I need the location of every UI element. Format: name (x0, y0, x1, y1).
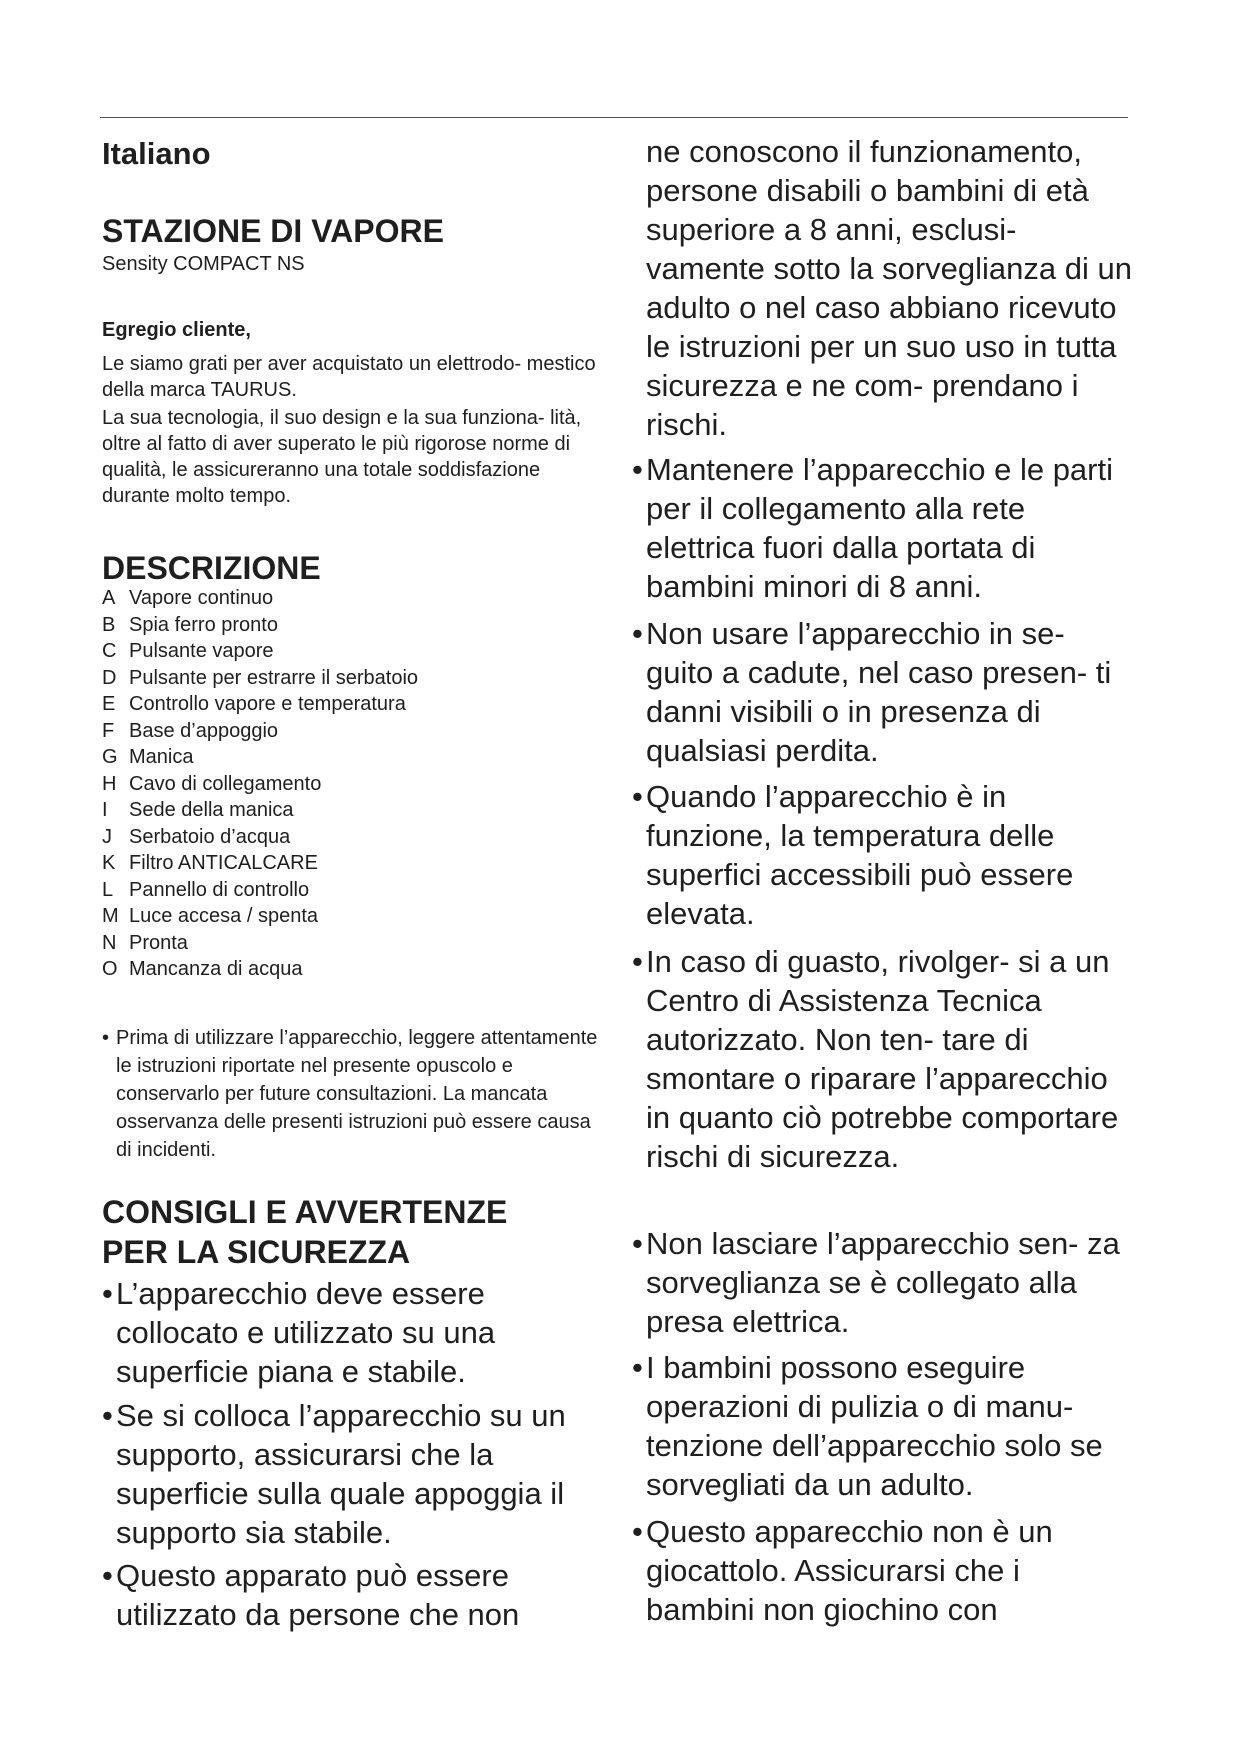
safety-continuation: ne conoscono il funzionamento, persone disabili o bambini di età superiore a 8 anni, esclusi- vamente sotto la sorveglianza di un adulto o nel caso abbiano ricevuto le istruzioni per un suo uso in tutta sicurezza e ne com- prendano i rischi. (646, 134, 1132, 442)
reading-note: • Prima di utilizzare l’apparecchio, leggere attentamente le istruzioni riportate nel presente opuscolo e conservarlo per future consultazioni. La mancata osservanza delle presenti istruzioni può essere causa di incidenti. (102, 1024, 602, 1164)
product-model: Sensity COMPACT NS (102, 253, 305, 275)
list-item: A Vapore continuo (102, 587, 274, 609)
safety-item: • Questo apparato può essere utilizzato da persone che non (102, 1558, 520, 1632)
list-item: D Pulsante per estrarre il serbatoio (102, 666, 419, 689)
safety-item: • Mantenere l’apparecchio e le parti per il collegamento alla rete elettrica fuori dalla portata di bambini minori di 8 anni. (632, 452, 1113, 604)
intro-paragraph-2: La sua tecnologia, il suo design e la sua funziona- lità, oltre al fatto di aver superato le più rigorose norme di qualità, le assicureranno una totale soddisfazione durante molto tempo. (102, 407, 582, 507)
safety-item: • I bambini possono eseguire operazioni di pulizia o di manu- tenzione dell’apparecchio solo se sorvegliati da un adulto. (632, 1350, 1103, 1502)
description-list (102, 585, 418, 983)
description-heading: DESCRIZIONE (102, 550, 321, 586)
list-item: M Luce accesa / spenta (102, 905, 319, 927)
bullet: • (102, 1027, 110, 1049)
header-rule (100, 117, 1128, 118)
list-item: L Pannello di controllo (102, 878, 310, 901)
safety-item: • In caso di guasto, rivolger- si a un Centro di Assistenza Tecnica autorizzato. Non ten- tare di smontare o riparare l’apparecchio in quanto ciò potrebbe comportare rischi di sicurezza. (632, 944, 1119, 1174)
list-item: H Cavo di collegamento (102, 772, 322, 795)
list-item: J Serbatoio d’acqua (102, 825, 291, 848)
list-item: K Filtro ANTICALCARE (102, 852, 318, 874)
list-item: O Mancanza di acqua (102, 958, 303, 980)
safety-item: • Non usare l’apparecchio in se- guito a cadute, nel caso presen- ti danni visibili o in presenza di qualsiasi perdita. (632, 616, 1112, 768)
list-item: G Manica (102, 746, 194, 768)
list-item: N Pronta (102, 931, 188, 954)
list-item: I Sede della manica (102, 799, 294, 821)
safety-item: • L’apparecchio deve essere collocato e utilizzato su una superficie piana e stabile. (102, 1276, 496, 1389)
safety-item: • Non lasciare l’apparecchio sen- za sorveglianza se è collegato alla presa elettrica. (632, 1226, 1120, 1339)
language-heading: Italiano (102, 136, 211, 171)
list-item: C Pulsante vapore (102, 640, 274, 662)
product-title: STAZIONE DI VAPORE (102, 213, 444, 249)
intro-paragraph-1: Le siamo grati per aver acquistato un elettrodo- mestico della marca TAURUS. (102, 353, 596, 401)
safety-item: • Quando l’apparecchio è in funzione, la temperatura delle superfici accessibili può essere elevata. (632, 779, 1074, 931)
safety-item: • Questo apparecchio non è un giocattolo. Assicurarsi che i bambini non giochino con (632, 1514, 1053, 1627)
safety-item: • Se si colloca l’apparecchio su un supporto, assicurarsi che la superficie sulla quale appoggia il supporto sia stabile. (102, 1398, 566, 1550)
list-item: F Base d’appoggio (102, 719, 279, 742)
list-item: E Controllo vapore e temperatura (102, 693, 406, 715)
safety-heading: CONSIGLI E AVVERTENZE PER LA SICUREZZA (102, 1194, 508, 1270)
list-item: B Spia ferro pronto (102, 613, 278, 636)
greeting: Egregio cliente, (102, 319, 251, 341)
